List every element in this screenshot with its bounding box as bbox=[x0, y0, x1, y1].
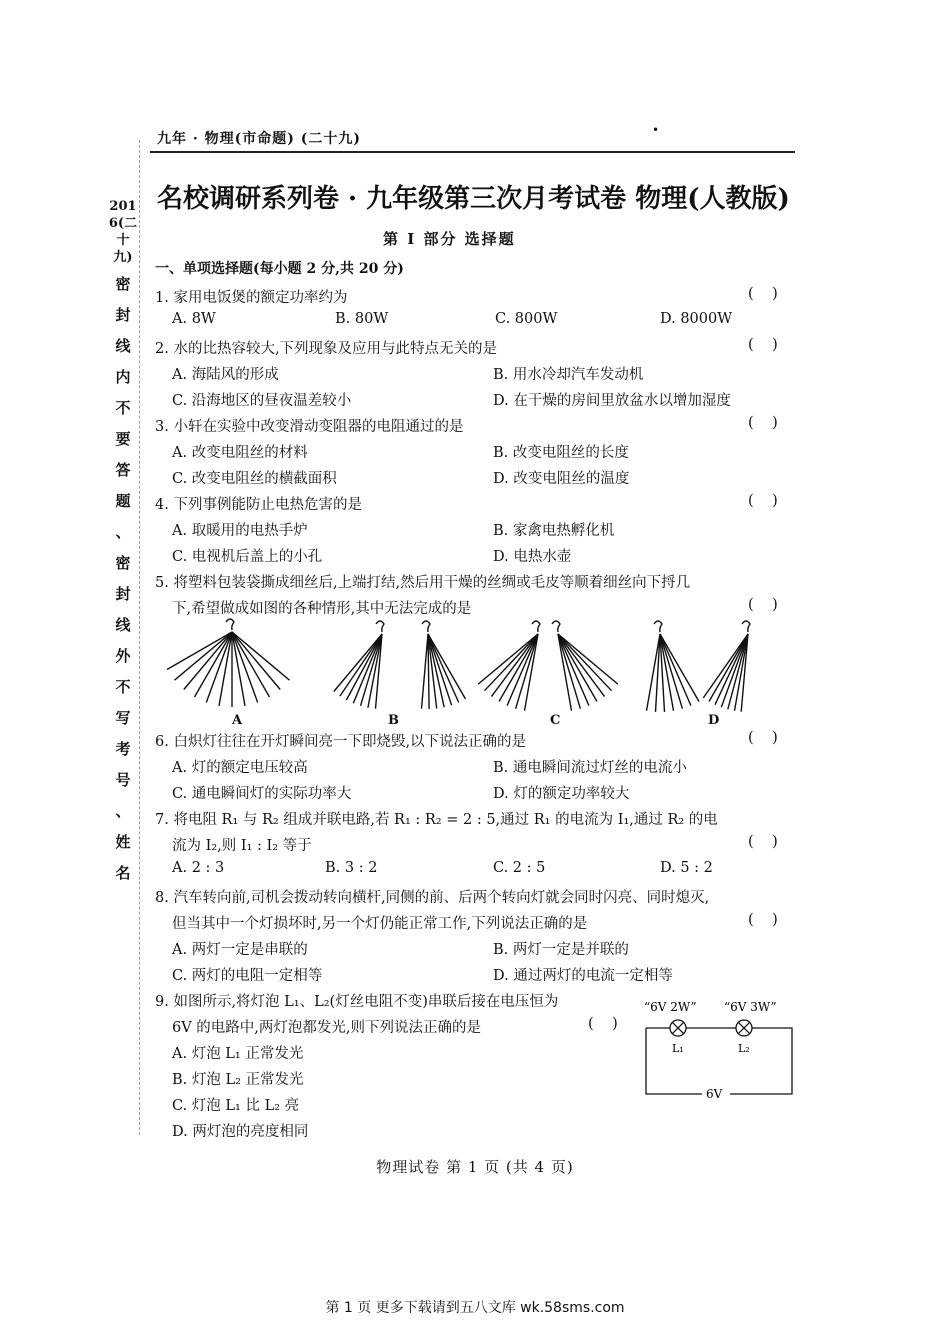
q6-option-d: D. 灯的额定功率较大 bbox=[493, 786, 630, 802]
q3-option-b: B. 改变电阻丝的长度 bbox=[493, 445, 629, 461]
q4-option-d: D. 电热水壶 bbox=[493, 549, 572, 565]
sidebar-char: 封 bbox=[115, 306, 131, 324]
q9-stem-line1: 9. 如图所示,将灯泡 L₁、L₂(灯丝电阻不变)串联后接在电压恒为 bbox=[155, 994, 559, 1010]
q5-stem-line1: 5. 将塑料包装袋撕成细丝后,上端打结,然后用干燥的丝绸或毛皮等顺着细丝向下捋几 bbox=[155, 575, 691, 591]
q1-option-a: A. 8W bbox=[172, 311, 216, 327]
q3-option-a: A. 改变电阻丝的材料 bbox=[172, 445, 308, 461]
fan-c-left bbox=[478, 621, 540, 711]
sidebar-char: 密 bbox=[115, 275, 131, 293]
q5-figure-label-c: C bbox=[550, 713, 561, 728]
sidebar-char: 外 bbox=[115, 647, 131, 665]
q2-option-a: A. 海陆风的形成 bbox=[172, 367, 279, 383]
q1-option-b: B. 80W bbox=[335, 311, 389, 327]
sidebar-char: 答 bbox=[115, 461, 131, 479]
q9-option-a: A. 灯泡 L₁ 正常发光 bbox=[172, 1046, 304, 1062]
fan-d-left bbox=[647, 621, 700, 712]
q7-option-a: A. 2 : 3 bbox=[172, 860, 225, 876]
fan-d-right bbox=[703, 621, 750, 712]
fan-b-right bbox=[422, 621, 466, 709]
lamp2-label: L₂ bbox=[738, 1042, 750, 1055]
sidebar-char: 、 bbox=[115, 802, 131, 820]
q2-answer-paren[interactable]: ( ) bbox=[748, 337, 778, 353]
lamp1-label: L₁ bbox=[672, 1042, 684, 1055]
page-footer: 物理试卷 第 1 页 (共 4 页) bbox=[376, 1158, 574, 1176]
q1-option-d: D. 8000W bbox=[660, 311, 733, 327]
download-note: 第 1 页 更多下载请到五八文库 wk.58sms.com bbox=[325, 1300, 625, 1316]
q9-stem-line2: 6V 的电路中,两灯泡都发光,则下列说法正确的是 bbox=[172, 1020, 482, 1036]
q5-figure bbox=[160, 618, 790, 730]
q3-option-c: C. 改变电阻丝的横截面积 bbox=[172, 471, 337, 487]
q6-option-b: B. 通电瞬间流过灯丝的电流小 bbox=[493, 760, 687, 776]
sidebar-label: 2016(二十九) bbox=[108, 199, 138, 265]
q5-figure-label-d: D bbox=[708, 713, 720, 728]
q9-answer-paren[interactable]: ( ) bbox=[588, 1016, 618, 1032]
sidebar-char: 写 bbox=[115, 709, 131, 727]
q7-option-b: B. 3 : 2 bbox=[325, 860, 378, 876]
q8-option-d: D. 通过两灯的电流一定相等 bbox=[493, 968, 673, 984]
exam-title: 名校调研系列卷 · 九年级第三次月考试卷 物理(人教版) bbox=[157, 184, 790, 214]
q3-stem: 3. 小轩在实验中改变滑动变阻器的电阻通过的是 bbox=[155, 419, 464, 435]
sidebar-char: 封 bbox=[115, 585, 131, 603]
q6-stem: 6. 白炽灯往往在开灯瞬间亮一下即烧毁,以下说法正确的是 bbox=[155, 734, 527, 750]
q7-stem-line1: 7. 将电阻 R₁ 与 R₂ 组成并联电路,若 R₁ : R₂ = 2 : 5,通过 R₁ 的电流为 I₁,通过 R₂ 的电 bbox=[155, 812, 718, 828]
section-title: 第 Ⅰ 部分 选择题 bbox=[383, 230, 516, 248]
fan-a bbox=[167, 619, 290, 707]
sidebar-char: 姓 bbox=[115, 833, 131, 851]
part-one-heading: 一、单项选择题(每小题 2 分,共 20 分) bbox=[155, 261, 404, 277]
sidebar-char: 题 bbox=[115, 492, 131, 510]
q2-option-c: C. 沿海地区的昼夜温差较小 bbox=[172, 393, 352, 409]
q8-option-b: B. 两灯一定是并联的 bbox=[493, 942, 629, 958]
seal-line bbox=[139, 140, 140, 1135]
q2-option-b: B. 用水冷却汽车发动机 bbox=[493, 367, 644, 383]
sidebar-char: 线 bbox=[115, 616, 131, 634]
q8-stem-line1: 8. 汽车转向前,司机会拨动转向横杆,同侧的前、后两个转向灯就会同时闪亮、同时熄灭, bbox=[155, 890, 710, 906]
q9-circuit-diagram bbox=[640, 998, 800, 1106]
q7-option-c: C. 2 : 5 bbox=[493, 860, 546, 876]
q6-option-c: C. 通电瞬间灯的实际功率大 bbox=[172, 786, 352, 802]
sidebar-char: 要 bbox=[115, 430, 131, 448]
q6-answer-paren[interactable]: ( ) bbox=[748, 730, 778, 746]
q5-figure-label-a: A bbox=[232, 713, 243, 728]
q7-stem-line2: 流为 I₂,则 I₁ : I₂ 等于 bbox=[172, 838, 312, 854]
q4-option-a: A. 取暖用的电热手炉 bbox=[172, 523, 308, 539]
q8-option-c: C. 两灯的电阻一定相等 bbox=[172, 968, 323, 984]
lamp2-rating: “6V 3W” bbox=[724, 1000, 777, 1014]
sidebar-char: 密 bbox=[115, 554, 131, 572]
q9-option-c: C. 灯泡 L₁ 比 L₂ 亮 bbox=[172, 1098, 300, 1114]
stray-mark: • bbox=[652, 123, 660, 137]
q9-option-d: D. 两灯泡的亮度相同 bbox=[172, 1124, 309, 1140]
q4-stem: 4. 下列事例能防止电热危害的是 bbox=[155, 497, 362, 513]
header-rule bbox=[150, 151, 795, 153]
q8-stem-line2: 但当其中一个灯损坏时,另一个灯仍能正常工作,下列说法正确的是 bbox=[172, 916, 588, 932]
sidebar-char: 考 bbox=[115, 740, 131, 758]
q4-answer-paren[interactable]: ( ) bbox=[748, 493, 778, 509]
sidebar-char: 名 bbox=[115, 864, 131, 882]
q6-option-a: A. 灯的额定电压较高 bbox=[172, 760, 308, 776]
sidebar-char: 、 bbox=[115, 523, 131, 541]
q7-option-d: D. 5 : 2 bbox=[660, 860, 713, 876]
q5-answer-paren[interactable]: ( ) bbox=[748, 597, 778, 613]
lamp1-icon bbox=[670, 1020, 686, 1036]
q1-option-c: C. 800W bbox=[495, 311, 558, 327]
q9-option-b: B. 灯泡 L₂ 正常发光 bbox=[172, 1072, 304, 1088]
sidebar-char: 线 bbox=[115, 337, 131, 355]
q8-answer-paren[interactable]: ( ) bbox=[748, 912, 778, 928]
lamp1-rating: “6V 2W” bbox=[644, 1000, 697, 1014]
fan-c-right bbox=[552, 621, 618, 711]
q7-answer-paren[interactable]: ( ) bbox=[748, 834, 778, 850]
sidebar-char: 号 bbox=[115, 771, 131, 789]
sidebar-char: 不 bbox=[115, 399, 131, 417]
q5-figure-svg bbox=[160, 618, 790, 730]
q2-stem: 2. 水的比热容较大,下列现象及应用与此特点无关的是 bbox=[155, 341, 498, 357]
q4-option-c: C. 电视机后盖上的小孔 bbox=[172, 549, 323, 565]
fan-b-left bbox=[334, 621, 384, 709]
sidebar-char: 不 bbox=[115, 678, 131, 696]
lamp2-icon bbox=[736, 1020, 752, 1036]
q3-answer-paren[interactable]: ( ) bbox=[748, 415, 778, 431]
q9-circuit-svg bbox=[640, 998, 800, 1106]
seal-sidebar bbox=[108, 198, 138, 896]
source-voltage-label: 6V bbox=[706, 1087, 723, 1101]
q4-option-b: B. 家禽电热孵化机 bbox=[493, 523, 615, 539]
q5-stem-line2: 下,希望做成如图的各种情形,其中无法完成的是 bbox=[172, 601, 472, 617]
q5-figure-label-b: B bbox=[388, 713, 399, 728]
q1-answer-paren[interactable]: ( ) bbox=[748, 286, 778, 302]
sidebar-char: 内 bbox=[115, 368, 131, 386]
series-header: 九年 · 物理(市命题) (二十九) bbox=[157, 131, 361, 147]
q8-option-a: A. 两灯一定是串联的 bbox=[172, 942, 308, 958]
q3-option-d: D. 改变电阻丝的温度 bbox=[493, 471, 630, 487]
q1-stem: 1. 家用电饭煲的额定功率约为 bbox=[155, 290, 348, 306]
circuit-wires bbox=[646, 1028, 792, 1094]
q2-option-d: D. 在干燥的房间里放盆水以增加湿度 bbox=[493, 393, 731, 409]
